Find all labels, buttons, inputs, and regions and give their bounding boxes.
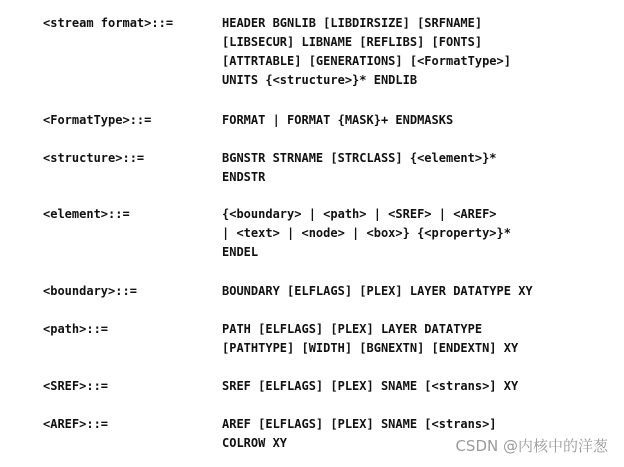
rule-name: <boundary>::=	[43, 284, 137, 298]
definition-line: AREF [ELFLAGS] [PLEX] SNAME [<strans>]	[222, 417, 497, 431]
rule-definition	[222, 205, 602, 262]
rule-definition	[222, 14, 602, 90]
definition-line: COLROW XY	[222, 436, 288, 450]
definition-line: {<boundary> | <path> | <SREF> | <AREF>	[222, 207, 497, 221]
rule-name: <FormatType>::=	[43, 113, 152, 127]
rule-name: <element>::=	[43, 207, 130, 221]
definition-line: ENDEL	[222, 245, 259, 259]
definition-line: UNITS {<structure>}* ENDLIB	[222, 73, 418, 87]
definition-line: FORMAT | FORMAT {MASK}+ ENDMASKS	[222, 113, 454, 127]
rule-definition	[222, 111, 602, 130]
definition-line: [LIBSECUR] LIBNAME [REFLIBS] [FONTS]	[222, 35, 483, 49]
rule-name: <structure>::=	[43, 151, 145, 165]
rule-name: <AREF>::=	[43, 417, 109, 431]
definition-line: BGNSTR STRNAME [STRCLASS] {<element>}*	[222, 151, 497, 165]
rule-definition	[222, 320, 602, 358]
rule-name: <stream format>::=	[43, 16, 174, 30]
definition-line: ENDSTR	[222, 170, 266, 184]
rule-definition	[222, 377, 602, 396]
watermark: CSDN @内核中的洋葱	[455, 437, 608, 455]
rule-definition	[222, 282, 602, 301]
definition-line: PATH [ELFLAGS] [PLEX] LAYER DATATYPE	[222, 322, 483, 336]
definition-line: [PATHTYPE] [WIDTH] [BGNEXTN] [ENDEXTN] XY	[222, 341, 519, 355]
rule-name: <SREF>::=	[43, 379, 109, 393]
rule-definition	[222, 149, 602, 187]
definition-line: BOUNDARY [ELFLAGS] [PLEX] LAYER DATATYPE XY	[222, 284, 533, 298]
definition-line: HEADER BGNLIB [LIBDIRSIZE] [SRFNAME]	[222, 16, 483, 30]
definition-line: | <text> | <node> | <box>} {<property>}*	[222, 226, 511, 240]
rule-name: <path>::=	[43, 322, 109, 336]
definition-line: SREF [ELFLAGS] [PLEX] SNAME [<strans>] XY	[222, 379, 519, 393]
definition-line: [ATTRTABLE] [GENERATIONS] [<FormatType>]	[222, 54, 511, 68]
